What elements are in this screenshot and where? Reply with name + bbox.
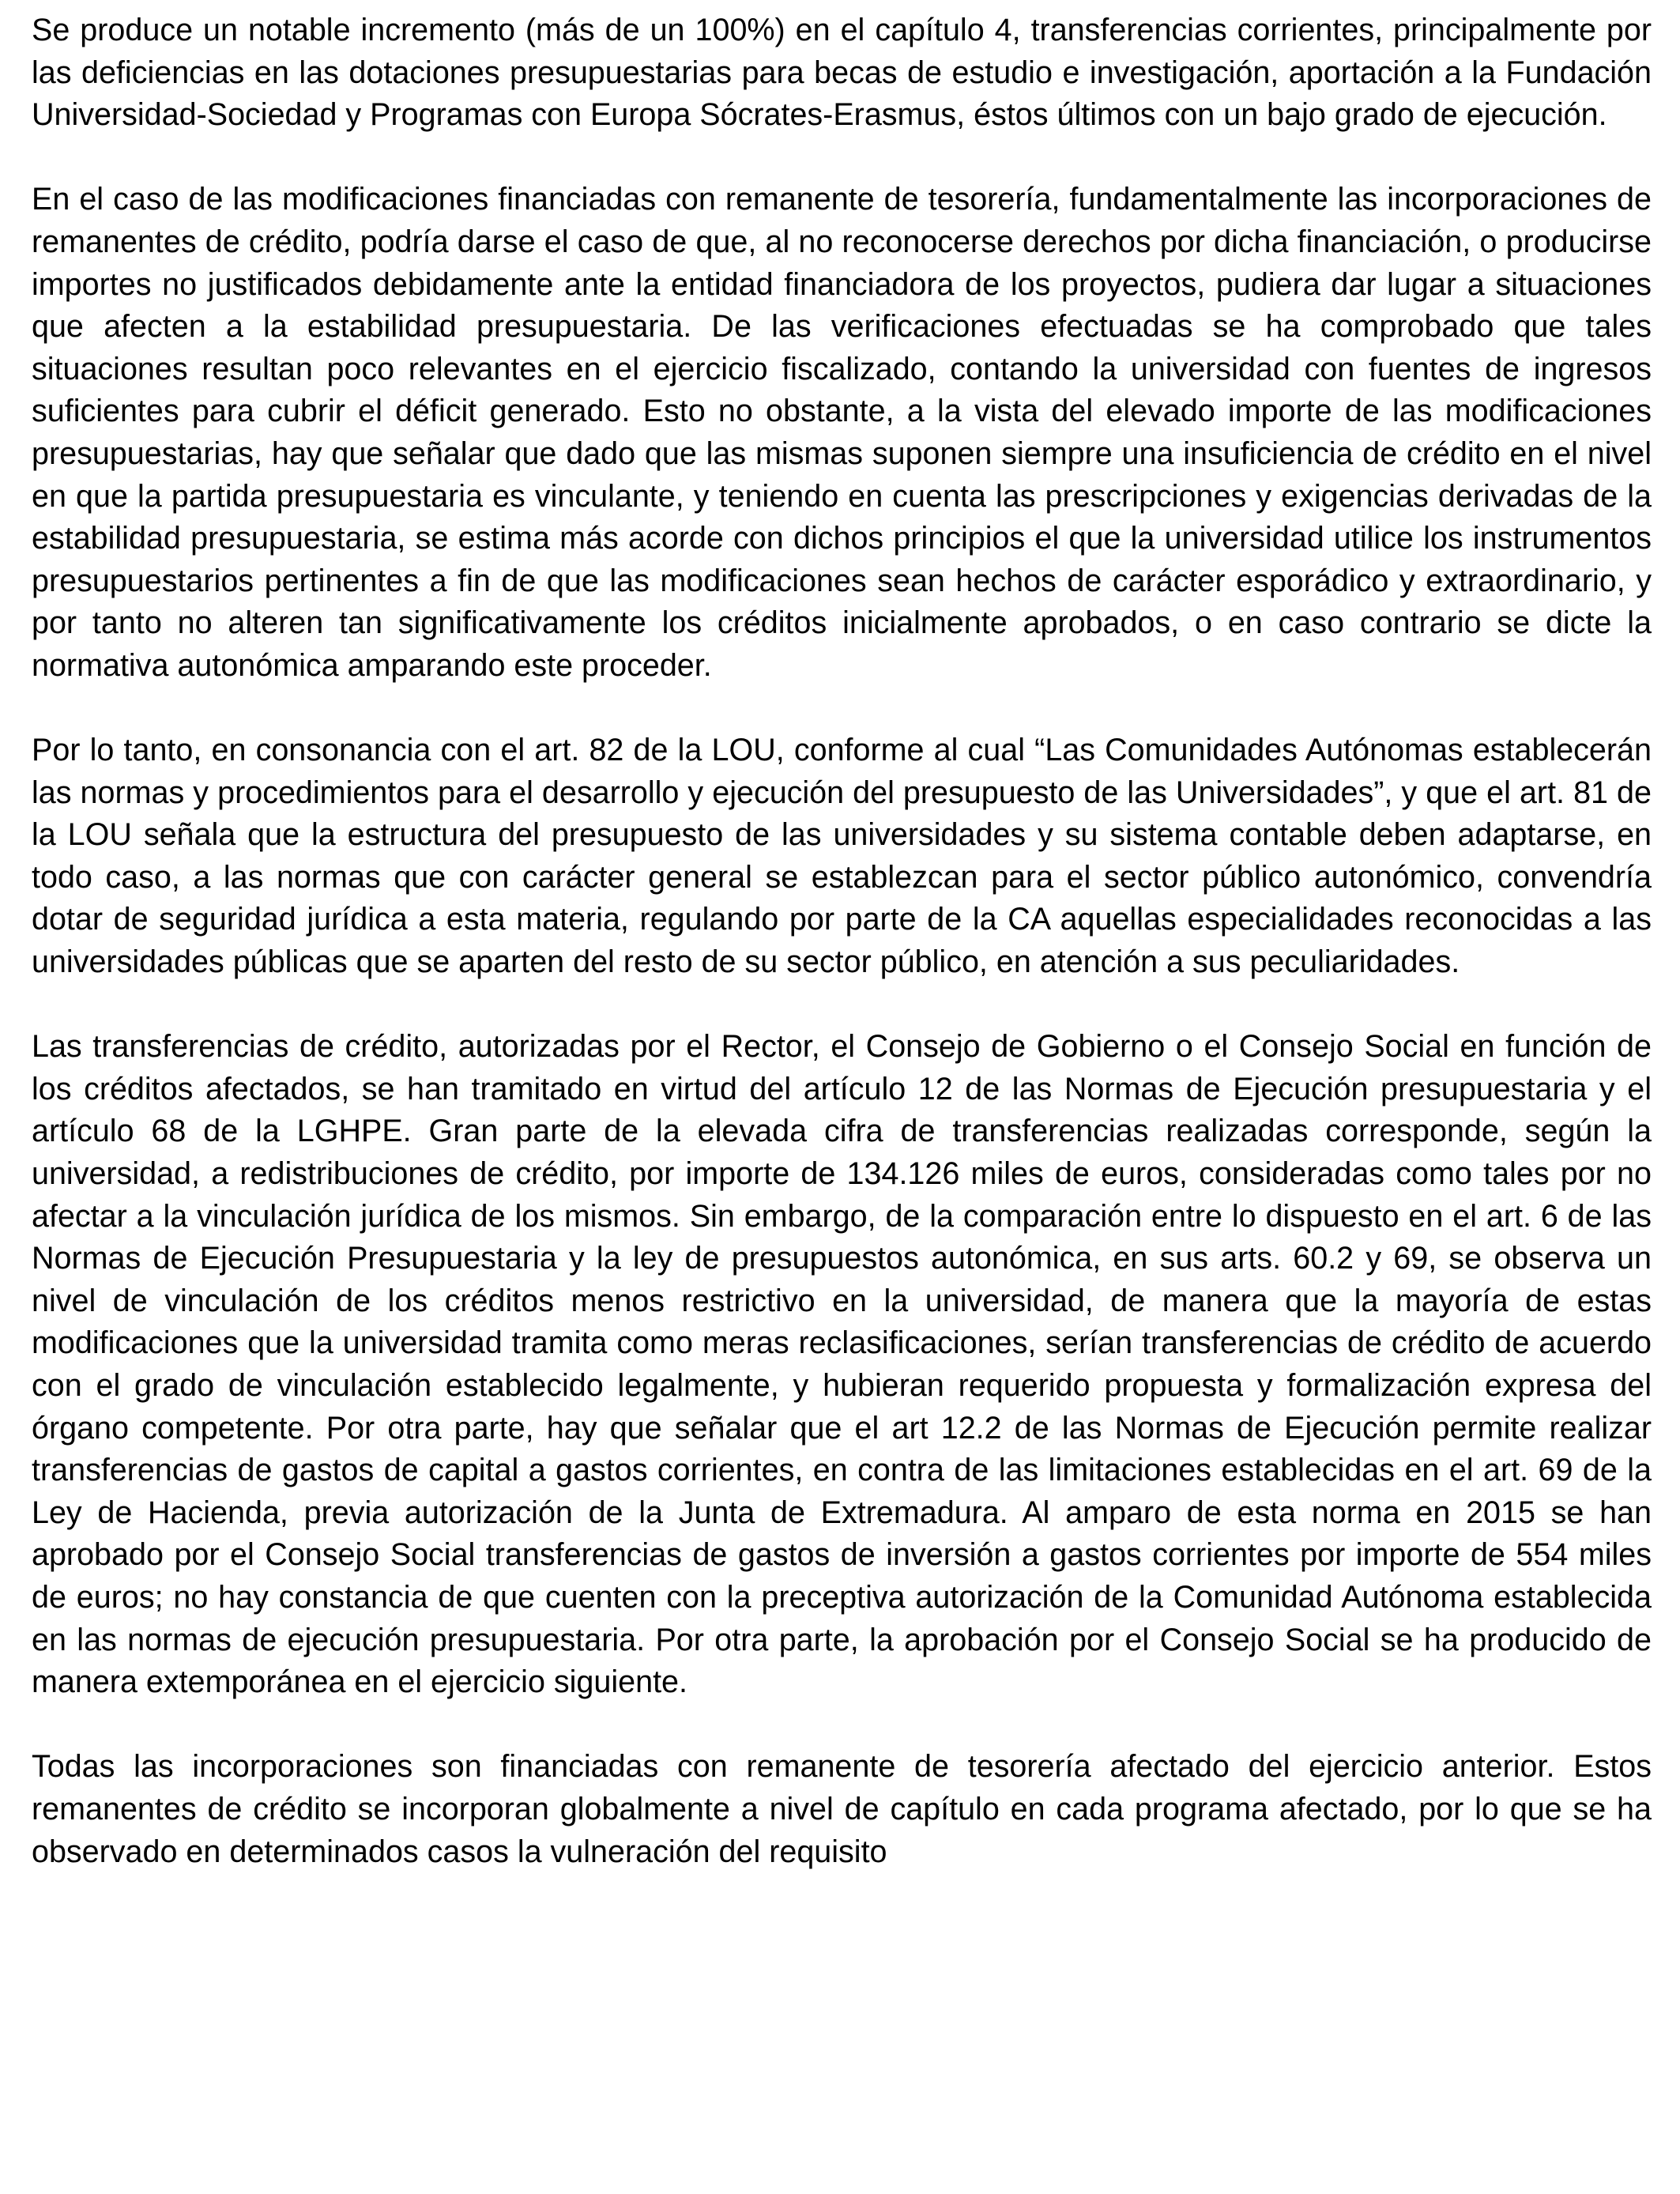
paragraph-incorporaciones: Todas las incorporaciones son financiadas con remanente de tesorería afectado del ejercicio anterior. Estos remanentes de crédito se incorporan globalmente a nivel de capítulo en cada programa afectado, por lo que se ha observado en determinados casos la vulneración del requisito	[32, 1749, 1652, 1869]
paragraph-remanente-tesoreria: En el caso de las modificaciones financiadas con remanente de tesorería, fundamentalmente las incorporaciones de remanentes de crédito, podría darse el caso de que, al no reconocerse derechos por dicha financiación, o producirse importes no justificados debidamente ante la entidad financiadora de los proyectos, pudiera dar lugar a situaciones que afecten a la estabilidad presupuestaria. De las verificaciones efectuadas se ha comprobado que tales situaciones resultan poco relevantes en el ejercicio fiscalizado, contando la universidad con fuentes de ingresos suficientes para cubrir el déficit generado. Esto no obstante, a la vista del elevado importe de las modificaciones presupuestarias, hay que señalar que dado que las mismas suponen siempre una insuficiencia de crédito en el nivel en que la partida presupuestaria es vinculante, y teniendo en cuenta las prescripciones y exigencias derivadas de la estabilidad presupuestaria, se estima más acorde con dichos principios el que la universidad utilice los instrumentos presupuestarios pertinentes a fin de que las modificaciones sean hechos de carácter esporádico y extraordinario, y por tanto no alteren tan significativamente los créditos inicialmente aprobados, o en caso contrario se dicte la normativa autonómica amparando este proceder.	[32, 182, 1652, 683]
paragraph-capitulo-4: Se produce un notable incremento (más de un 100%) en el capítulo 4, transferencias corrientes, principalmente por las deficiencias en las dotaciones presupuestarias para becas de estudio e investigación, aportación a la Fundación Universidad-Sociedad y Programas con Europa Sócrates-Erasmus, éstos últimos con un bajo grado de ejecución.	[32, 13, 1652, 133]
paragraph-transferencias-credito: Las transferencias de crédito, autorizadas por el Rector, el Consejo de Gobierno o el Consejo Social en función de los créditos afectados, se han tramitado en virtud del artículo 12 de las Normas de Ejecución presupuestaria y el artículo 68 de la LGHPE. Gran parte de la elevada cifra de transferencias realizadas corresponde, según la universidad, a redistribuciones de crédito, por importe de 134.126 miles de euros, consideradas como tales por no afectar a la vinculación jurídica de los mismos. Sin embargo, de la comparación entre lo dispuesto en el art. 6 de las Normas de Ejecución Presupuestaria y la ley de presupuestos autonómica, en sus arts. 60.2 y 69, se observa un nivel de vinculación de los créditos menos restrictivo en la universidad, de manera que la mayoría de estas modificaciones que la universidad tramita como meras reclasificaciones, serían transferencias de crédito de acuerdo con el grado de vinculación establecido legalmente, y hubieran requerido propuesta y formalización expresa del órgano competente. Por otra parte, hay que señalar que el art 12.2 de las Normas de Ejecución permite realizar transferencias de gastos de capital a gastos corrientes, en contra de las limitaciones establecidas en el art. 69 de la Ley de Hacienda, previa autorización de la Junta de Extremadura. Al amparo de esta norma en 2015 se han aprobado por el Consejo Social transferencias de gastos de inversión a gastos corrientes por importe de 554 miles de euros; no hay constancia de que cuenten con la preceptiva autorización de la Comunidad Autónoma establecida en las normas de ejecución presupuestaria. Por otra parte, la aprobación por el Consejo Social se ha producido de manera extemporánea en el ejercicio siguiente.	[32, 1029, 1652, 1700]
paragraph-lou-art-82: Por lo tanto, en consonancia con el art. 82 de la LOU, conforme al cual “Las Comunidades Autónomas establecerán las normas y procedimientos para el desarrollo y ejecución del presupuesto de las Universidades”, y que el art. 81 de la LOU señala que la estructura del presupuesto de las universidades y su sistema contable deben adaptarse, en todo caso, a las normas que con carácter general se establezcan para el sector público autonómico, convendría dotar de seguridad jurídica a esta materia, regulando por parte de la CA aquellas especialidades reconocidas a las universidades públicas que se aparten del resto de su sector público, en atención a sus peculiaridades.	[32, 733, 1652, 980]
